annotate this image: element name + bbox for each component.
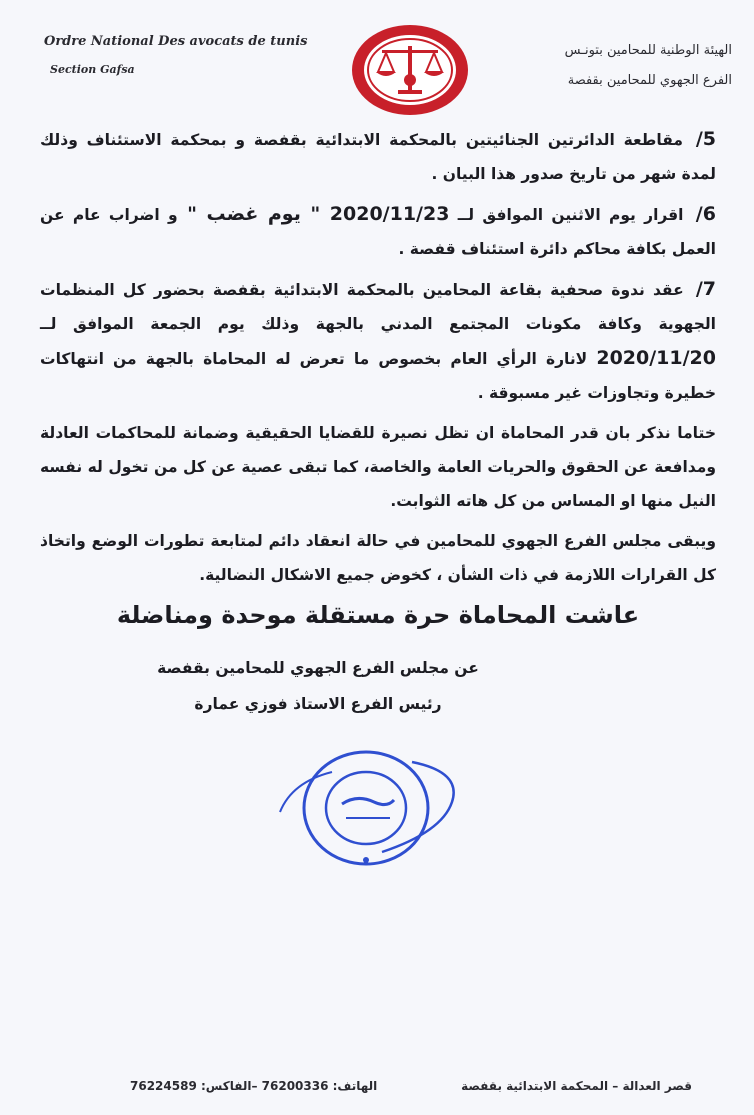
paragraph-text: ويبقى مجلس الفرع الجهوي للمحامين في حالة انعقاد دائم لمتابعة تطورات الوضع واتخاذ كل القرارات اللازمة في ذات الشأن ، كخوض جميع الاشكال النضالية.	[40, 532, 716, 584]
paragraph-text: مقاطعة الدائرتين الجنائيتين بالمحكمة الابتدائية بقفصة و بمحكمة الاستئناف وذلك لمدة شهر من تاريخ صدور هذا البيان .	[40, 131, 716, 183]
header-arabic-line1: الهيئة الوطنية للمحامين بتونـس	[564, 43, 732, 58]
paragraph-7	[40, 272, 716, 410]
slogan: عاشت المحاماة حرة مستقلة موحدة ومناضلة	[116, 601, 640, 629]
paragraph-text-cont: لانارة الرأي العام بخصوص ما تعرض له المحاماة بالجهة من انتهاكات خطيرة وتجاوزات غير مسبوقة .	[40, 350, 716, 402]
paragraph-6	[40, 197, 716, 266]
paragraph-text: ختاما نذكر بان قدر المحاماة ان تظل نصيرة للقضايا الحقيقية وضمانة للمحاكمات العادلة ومدافعة عن الحقوق والحريات العامة والخاصة، كما تبقى عصية عن كل من تخول له نفسه النيل منها او المساس من كل هاته الثوابت.	[40, 424, 716, 510]
signature-block	[40, 650, 596, 722]
paragraph-number: 5/	[695, 128, 716, 150]
header-french-line2: Section Gafsa	[50, 63, 135, 76]
header-french-line1: Ordre National Des avocats de tunis	[44, 34, 308, 49]
blue-round-stamp-icon	[262, 742, 468, 872]
footer-contact: الهاتف: 76200336 –الفاكس: 76224589	[130, 1079, 378, 1093]
document-body	[40, 122, 716, 722]
date-value: 2020/11/20	[596, 347, 716, 369]
paragraph-number: 6/	[695, 203, 716, 225]
paragraph-text-cont: و اضراب عام عن العمل بكافة محاكم دائرة استئناف قفصة .	[40, 206, 716, 258]
footer-address: قصر العدالة – المحكمة الابتدائية بقفصة	[461, 1079, 692, 1093]
paragraph-conclusion	[40, 416, 716, 518]
date-value: 2020/11/23	[329, 203, 450, 225]
paragraph-text: عقد ندوة صحفية بقاعة المحامين بالمحكمة الابتدائية بقفصة بحضور كل المنظمات الجهوية وكافة مكونات المجتمع المدني بالجهة وذلك يوم الجمعة الموافق لــ	[40, 281, 716, 333]
header-french	[44, 34, 307, 76]
paragraph-5	[40, 122, 716, 191]
header-arabic-line2: الفرع الجهوي للمحامين بقفصة	[567, 73, 732, 88]
scales-of-justice-emblem-icon	[348, 20, 472, 118]
paragraph-text: اقرار يوم الاثنين الموافق لــ	[449, 206, 692, 224]
header-arabic	[565, 36, 732, 96]
signature-line2: رئيس الفرع الاستاذ فوزي عمارة	[194, 695, 442, 713]
paragraph-number: 7/	[695, 278, 716, 300]
quoted-phrase: " يوم غضب "	[177, 203, 330, 225]
paragraph-council	[40, 524, 716, 592]
signature-line1: عن مجلس الفرع الجهوي للمحامين بقفصة	[157, 659, 479, 677]
